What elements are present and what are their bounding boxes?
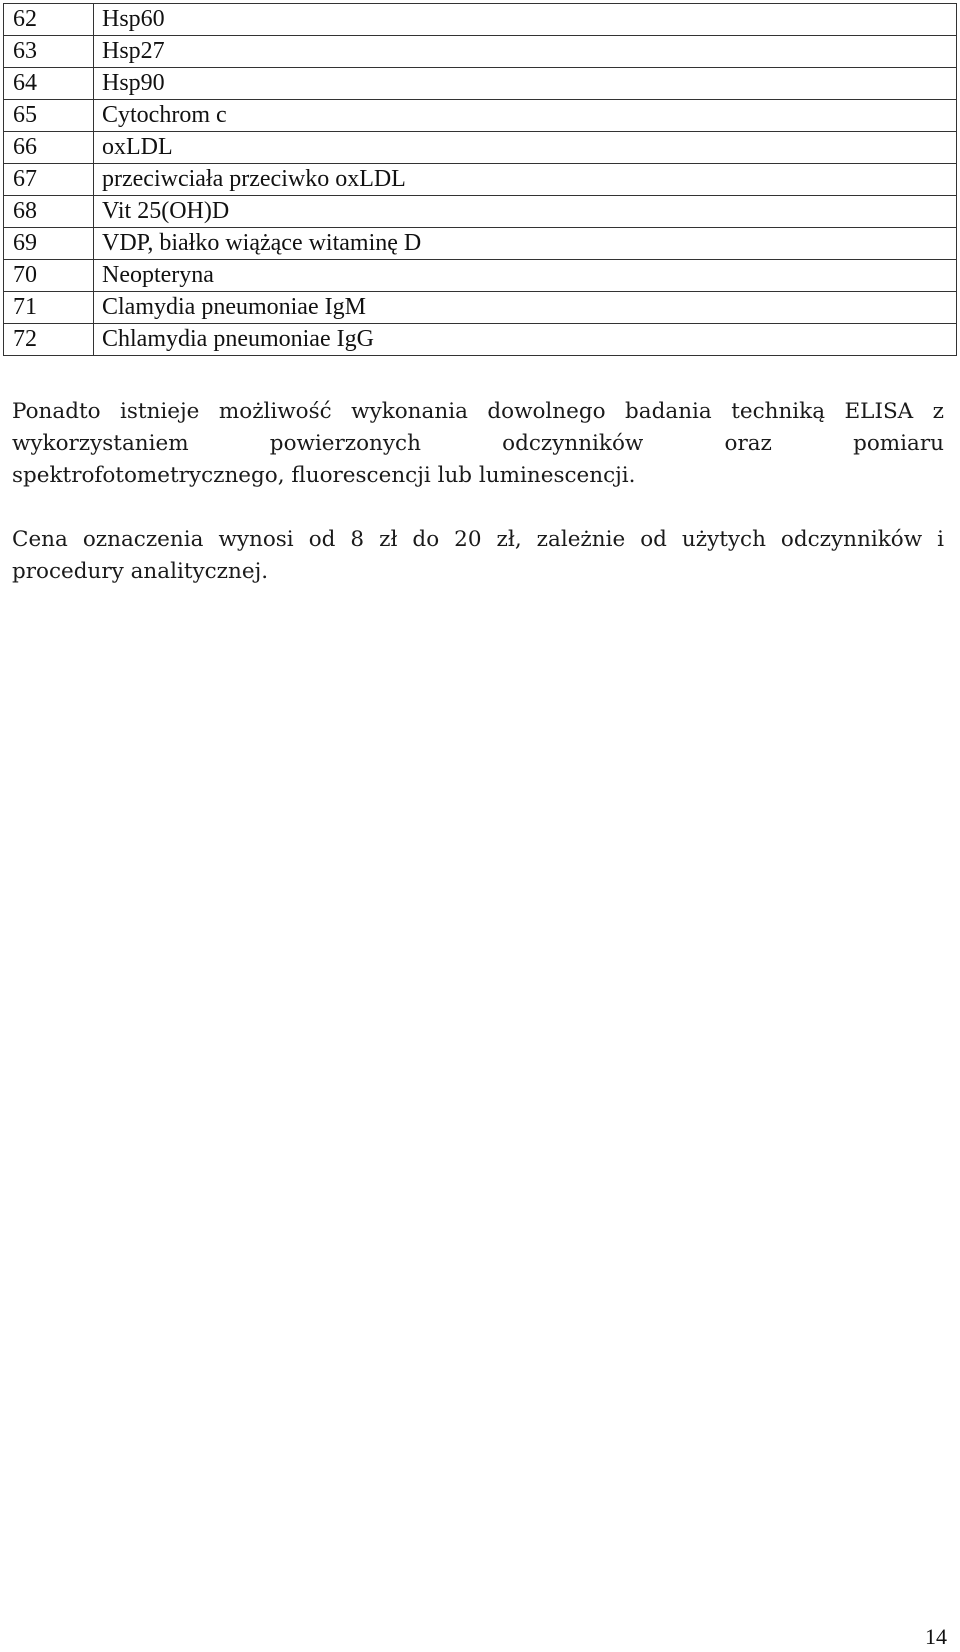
row-name: Cytochrom c — [94, 100, 957, 132]
paragraph-line: Cena oznaczenia wynosi od 8 zł do 20 zł, zależnie od użytych odczynników i — [12, 527, 944, 552]
row-name: Vit 25(OH)D — [94, 196, 957, 228]
paragraph-line: Ponadto istnieje możliwość wykonania dowolnego badania techniką ELISA z — [12, 399, 944, 424]
table-row — [4, 36, 957, 68]
row-name: Hsp60 — [94, 4, 957, 36]
row-number: 65 — [4, 100, 94, 132]
elisa-paragraph — [12, 396, 944, 492]
table-row — [4, 164, 957, 196]
price-paragraph — [12, 524, 944, 588]
table-row — [4, 100, 957, 132]
table-row — [4, 228, 957, 260]
table-row — [4, 260, 957, 292]
row-number: 70 — [4, 260, 94, 292]
tests-table — [3, 3, 957, 356]
table-row — [4, 292, 957, 324]
row-number: 66 — [4, 132, 94, 164]
row-name: przeciwciała przeciwko oxLDL — [94, 164, 957, 196]
row-number: 64 — [4, 68, 94, 100]
row-number: 68 — [4, 196, 94, 228]
table-row — [4, 132, 957, 164]
row-name: Clamydia pneumoniae IgM — [94, 292, 957, 324]
table-row — [4, 68, 957, 100]
table-row — [4, 324, 957, 356]
row-number: 67 — [4, 164, 94, 196]
row-name: Hsp27 — [94, 36, 957, 68]
page-number: 14 — [925, 1624, 947, 1649]
row-number: 69 — [4, 228, 94, 260]
paragraph-line: procedury analitycznej. — [12, 559, 269, 584]
row-number: 63 — [4, 36, 94, 68]
row-number: 62 — [4, 4, 94, 36]
row-name: VDP, białko wiążące witaminę D — [94, 228, 957, 260]
row-name: Hsp90 — [94, 68, 957, 100]
paragraph-line: spektrofotometrycznego, fluorescencji lub luminescencji. — [12, 463, 636, 488]
row-number: 71 — [4, 292, 94, 324]
row-name: Chlamydia pneumoniae IgG — [94, 324, 957, 356]
paragraph-line: wykorzystaniem powierzonych odczynników oraz pomiaru — [12, 431, 944, 456]
row-number: 72 — [4, 324, 94, 356]
table-row — [4, 4, 957, 36]
table-row — [4, 196, 957, 228]
row-name: Neopteryna — [94, 260, 957, 292]
row-name: oxLDL — [94, 132, 957, 164]
